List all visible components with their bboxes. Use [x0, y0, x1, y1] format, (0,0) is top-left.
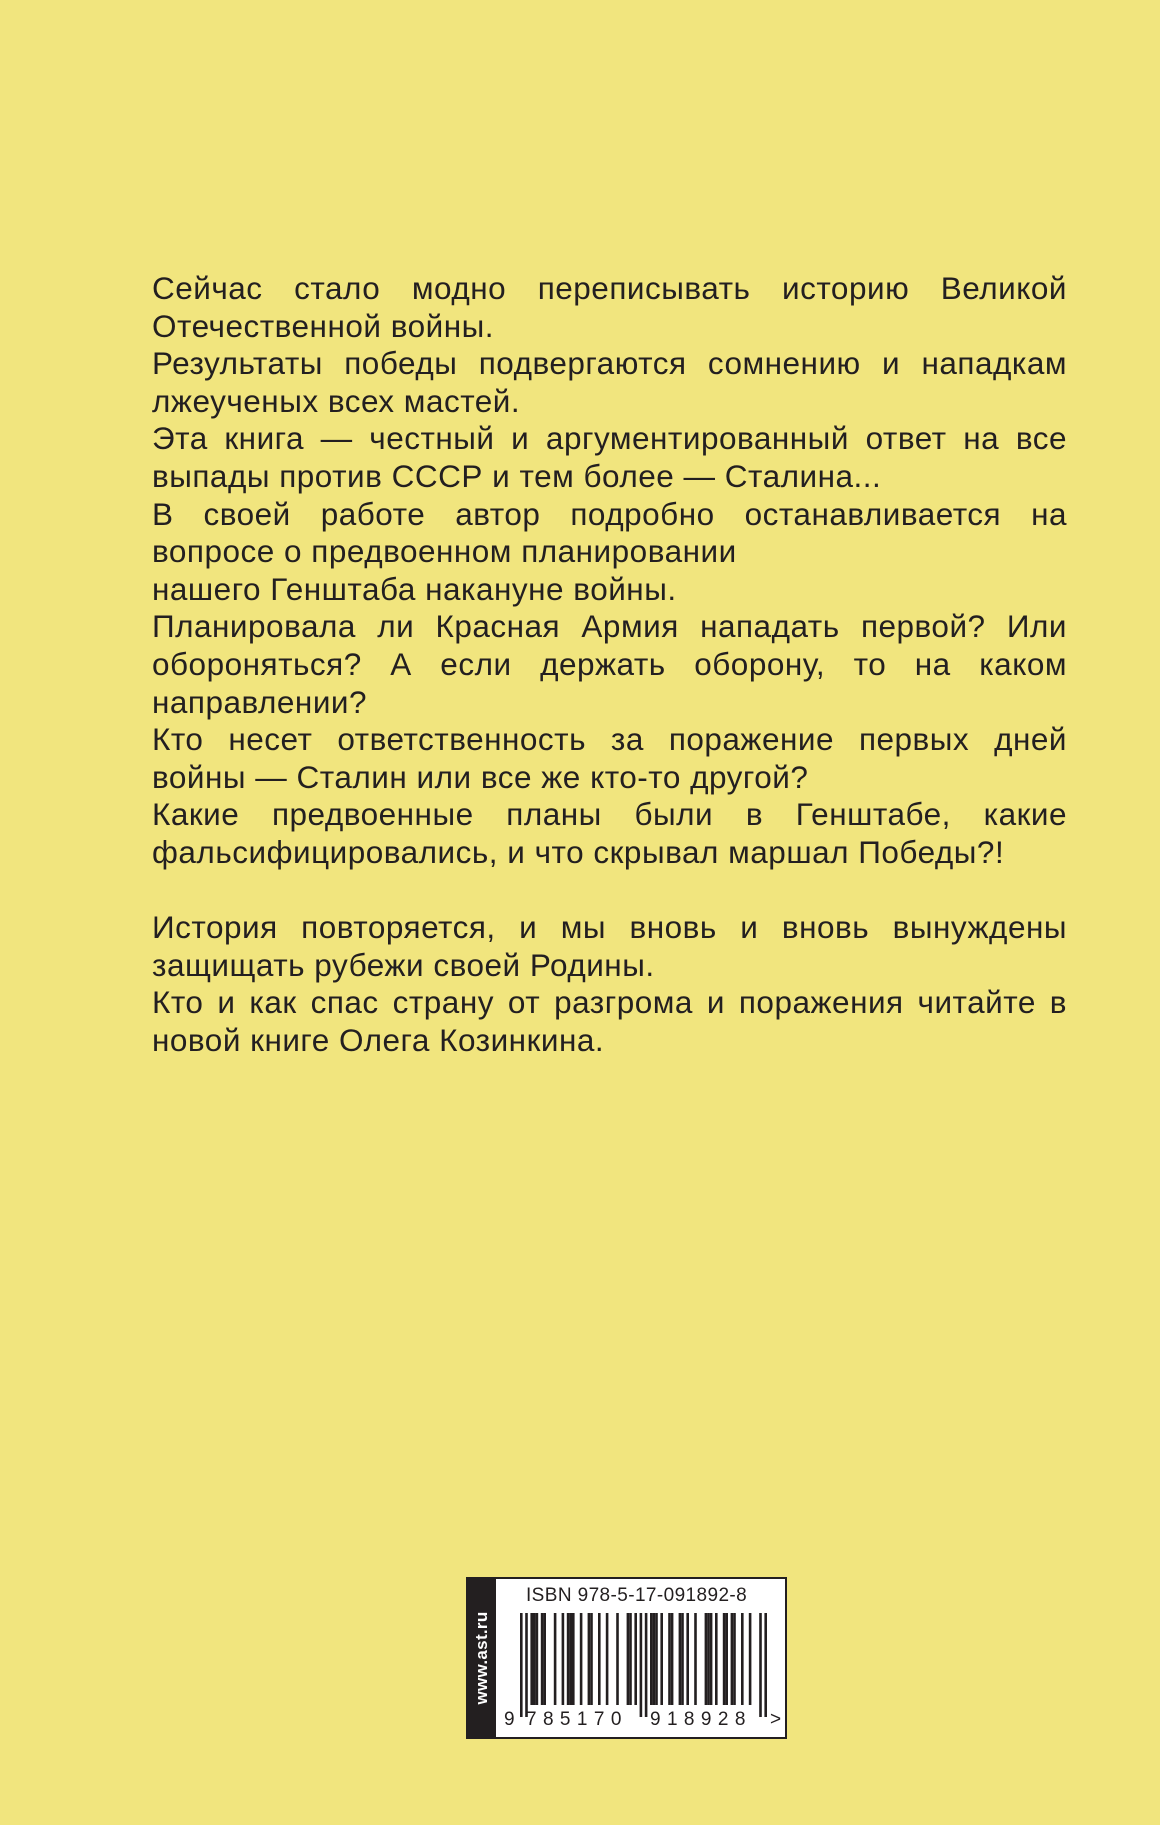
barcode-bar	[707, 1613, 710, 1705]
barcode-bar	[694, 1613, 697, 1705]
barcode-bar	[530, 1613, 533, 1705]
barcode-bar	[653, 1613, 656, 1705]
barcode-guard-bar	[764, 1613, 767, 1717]
barcode-bar	[629, 1613, 632, 1705]
barcode-bar	[572, 1613, 575, 1705]
barcode-bar	[731, 1613, 734, 1705]
barcode-bar	[671, 1613, 674, 1705]
barcode-quiet-mark: >	[770, 1709, 782, 1730]
barcode-digits	[504, 1709, 781, 1731]
barcode-bar	[681, 1613, 684, 1705]
barcode-bar	[686, 1613, 689, 1705]
blurb-paragraph-6: Кто несет ответственность за поражение первых дней войны — Сталин или все же кто-то другой?	[152, 721, 1067, 795]
barcode-bar	[668, 1613, 671, 1705]
barcode-bar	[650, 1613, 653, 1705]
barcode-bar	[606, 1613, 609, 1705]
blurb-paragraph-5: Планировала ли Красная Армия нападать первой? Или обороняться? А если держать оборону, то на каком направлении?	[152, 608, 1067, 720]
barcode-guard-bar	[525, 1613, 528, 1717]
paragraph-spacer	[152, 872, 1067, 910]
barcode-bar	[634, 1613, 637, 1705]
barcode-bar	[715, 1613, 718, 1705]
barcode-bar	[679, 1613, 682, 1705]
blurb-paragraph-4-line-3: нашего Генштаба накануне войны.	[152, 570, 677, 607]
publisher-website: www.ast.ru	[472, 1611, 491, 1705]
back-cover-blurb	[152, 270, 1067, 1059]
isbn-barcode-block	[466, 1577, 787, 1739]
barcode-bar	[749, 1613, 752, 1705]
barcode-bar	[541, 1613, 544, 1705]
blurb-paragraph-2: Результаты победы подвергаются сомнению и нападкам лжеученых всех мастей.	[152, 345, 1067, 419]
barcode-guard-bar	[640, 1613, 643, 1717]
barcode-bar	[723, 1613, 726, 1705]
blurb-paragraph-4-line-2: вопросе о предвоенном планировании	[152, 533, 737, 570]
blurb-paragraph-4-line-1: В своей работе автор подробно останавливается на	[152, 495, 1067, 532]
isbn-label: ISBN 978-5-17-091892-8	[526, 1585, 748, 1606]
barcode-bar	[562, 1613, 565, 1705]
blurb-paragraph-9: Кто и как спас страну от разгрома и поражения читайте в новой книге Олега Козинкина.	[152, 984, 1067, 1058]
barcode-bar	[616, 1613, 619, 1705]
barcode-guard-bar	[645, 1613, 648, 1717]
barcode-bar	[741, 1613, 744, 1705]
ean13-barcode	[504, 1613, 780, 1719]
barcode-first-digit: 9	[504, 1709, 515, 1730]
barcode-guard-bar	[520, 1613, 523, 1717]
barcode-bar	[543, 1613, 546, 1705]
publisher-website-strip	[468, 1579, 496, 1737]
barcode-bar	[660, 1613, 663, 1705]
barcode-bar	[733, 1613, 736, 1705]
barcode-bar	[588, 1613, 591, 1705]
blurb-paragraph-7: Какие предвоенные планы были в Генштабе, какие фальсифицировались, и что скрывал маршал Победы?!	[152, 796, 1067, 870]
barcode-guard-bar	[759, 1613, 762, 1717]
barcode-left-group: 785170	[526, 1709, 628, 1730]
barcode-bar	[554, 1613, 557, 1705]
barcode-bar	[567, 1613, 570, 1705]
barcode-bar	[536, 1613, 539, 1705]
barcode-bar	[569, 1613, 572, 1705]
blurb-paragraph-8: История повторяется, и мы вновь и вновь вынуждены защищать рубежи своей Родины.	[152, 909, 1067, 983]
blurb-paragraph-3: Эта книга — честный и аргументированный ответ на все выпады против СССР и тем более — Сталина...	[152, 420, 1067, 494]
barcode-bar	[590, 1613, 593, 1705]
barcode-bar	[655, 1613, 658, 1705]
barcode-bar	[710, 1613, 713, 1705]
blurb-paragraph-1: Сейчас стало модно переписывать историю Великой Отечественной войны.	[152, 270, 1067, 344]
barcode-bar	[580, 1613, 583, 1705]
barcode-bar	[705, 1613, 708, 1705]
barcode-bar	[533, 1613, 536, 1705]
barcode-right-group: 918928	[650, 1709, 752, 1730]
barcode-bar	[627, 1613, 630, 1705]
barcode-bar	[598, 1613, 601, 1705]
barcode-bar	[725, 1613, 728, 1705]
